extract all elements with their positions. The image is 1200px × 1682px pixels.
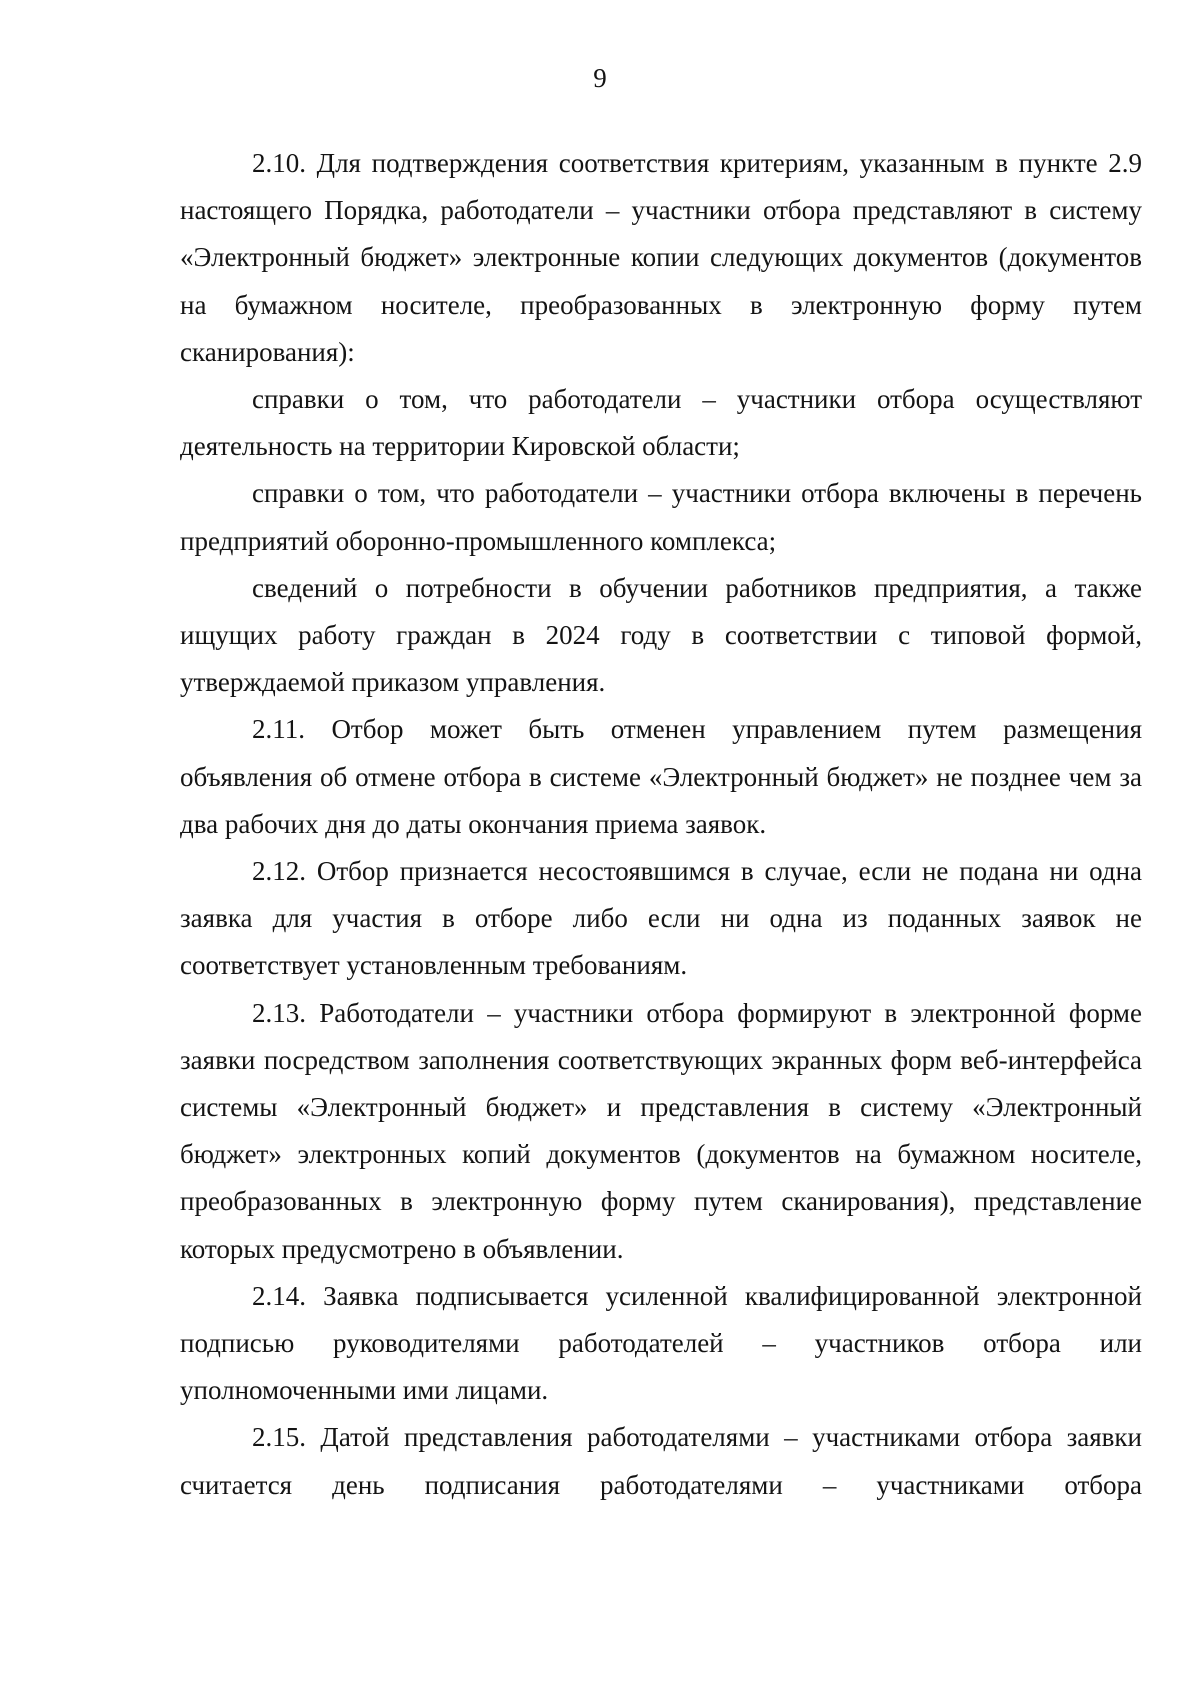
paragraph-certificate-territory: справки о том, что работодатели – участники отбора осуществляют деятельность на территории Кировской области;: [180, 384, 1142, 462]
paragraph-2-10: 2.10. Для подтверждения соответствия критериям, указанным в пункте 2.9 настоящего Порядка, работодатели – участники отбора представляют в систему «Электронный бюджет» электронные копии следующих документов (документов на бумажном носителе, преобразованных в электронную форму путем сканирования):: [180, 148, 1142, 367]
paragraph-2-14: 2.14. Заявка подписывается усиленной квалифицированной электронной подписью руководителями работодателей – участников отбора или уполномоченными ими лицами.: [180, 1280, 1142, 1406]
page-number: 9: [593, 63, 607, 93]
paragraph-training-needs: сведений о потребности в обучении работников предприятия, а также ищущих работу граждан в 2024 году в соответствии с типовой формой, утверждаемой приказом управления.: [180, 572, 1142, 698]
paragraph-2-12: 2.12. Отбор признается несостоявшимся в случае, если не подана ни одна заявка для участия в отборе либо если ни одна из поданных заявок не соответствует установленным требованиям.: [180, 856, 1142, 981]
paragraph-2-15: 2.15. Датой представления работодателями – участниками отбора заявки считается день подписания работодателями – участниками отбора: [180, 1422, 1142, 1500]
document-body: [180, 140, 1142, 1509]
paragraph-2-13: 2.13. Работодатели – участники отбора формируют в электронной форме заявки посредством заполнения соответствующих экранных форм веб-интерфейса системы «Электронный бюджет» и представления в систему «Электронный бюджет» электронных копий документов (документов на бумажном носителе, преобразованных в электронную форму путем сканирования), представление которых предусмотрено в объявлении.: [180, 997, 1142, 1264]
paragraph-2-11: 2.11. Отбор может быть отменен управлением путем размещения объявления об отмене отбора в системе «Электронный бюджет» не позднее чем за два рабочих дня до даты окончания приема заявок.: [180, 714, 1142, 839]
paragraph-certificate-defense-list: справки о том, что работодатели – участники отбора включены в перечень предприятий оборонно-промышленного комплекса;: [180, 478, 1142, 556]
